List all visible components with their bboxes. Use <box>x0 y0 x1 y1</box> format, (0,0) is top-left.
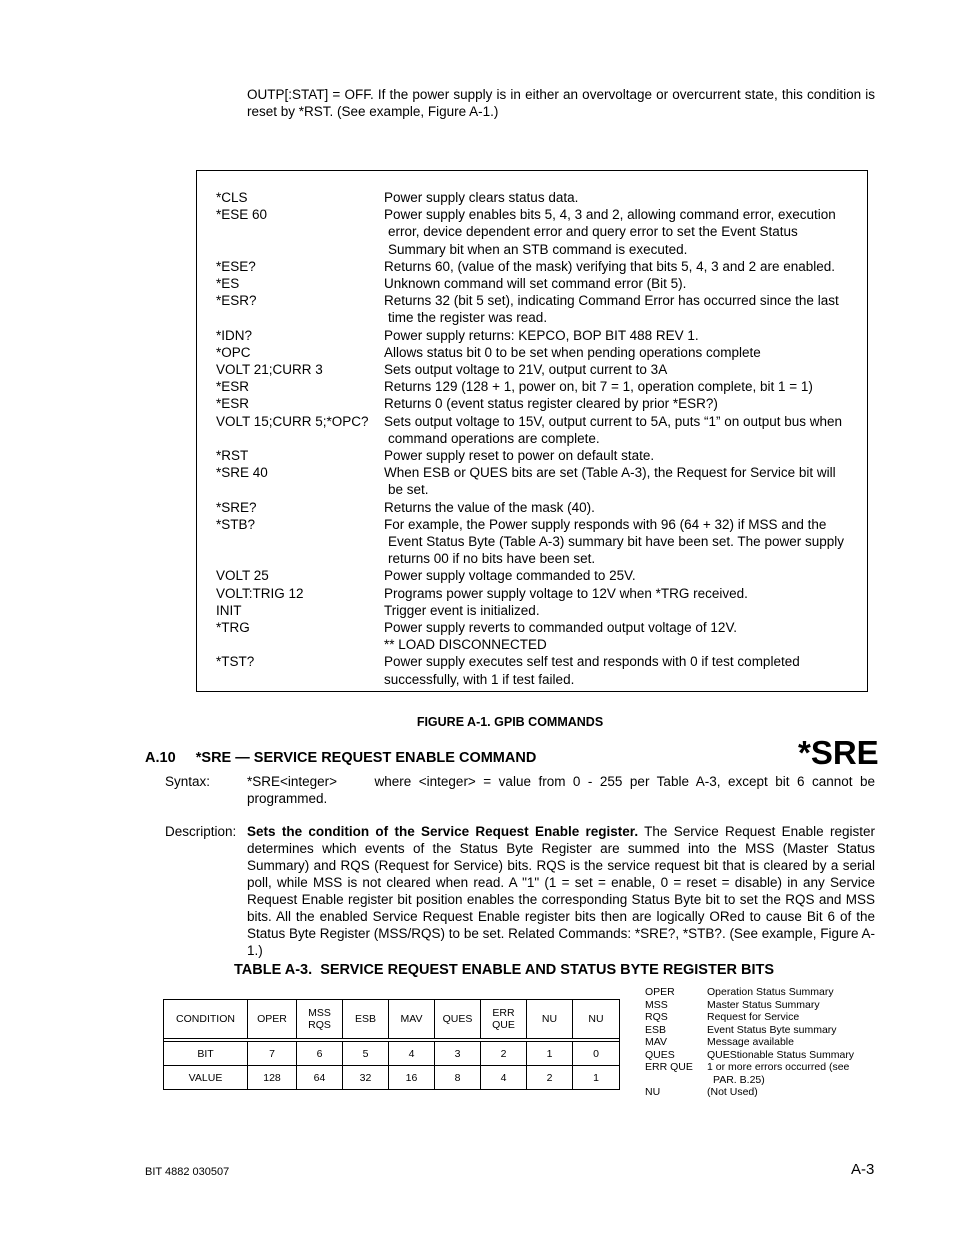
command-name: *TRG <box>216 620 250 636</box>
legend-abbreviation: RQS <box>645 1011 668 1023</box>
description-bold: Sets the condition of the Service Request Enable register. <box>247 824 639 839</box>
footer-document-id: BIT 4882 030507 <box>145 1166 230 1178</box>
description-label: Description: <box>165 824 237 839</box>
command-name: *SRE 40 <box>216 465 268 481</box>
command-description <box>384 378 864 395</box>
table-title: TABLE A-3. SERVICE REQUEST ENABLE AND STATUS BYTE REGISTER BITS <box>234 962 775 978</box>
command-name: VOLT 21;CURR 3 <box>216 362 323 378</box>
table-cell: 0 <box>573 1042 620 1066</box>
command-name: *ES <box>216 276 240 292</box>
description-line: Unknown command will set command error (Bit 5). <box>384 276 687 292</box>
command-row <box>216 327 864 344</box>
command-row <box>216 275 864 292</box>
command-name: *ESR <box>216 396 250 412</box>
command-row <box>216 378 864 395</box>
command-row <box>216 567 864 584</box>
description-line: Power supply enables bits 5, 4, 3 and 2, allowing command error, execution <box>384 207 836 223</box>
command-row <box>216 671 864 688</box>
legend-text-line: Message available <box>707 1036 794 1048</box>
description-body: The Service Request Enable register determines which events of the Status Byte Register are summed into the MSS (Master Status Summary) and RQS (Request for Service) bits. RQS is the service request bit that is cleared by a serial poll, while MSS is not cleared when read. A "1" (1 = set = enable, 0 = reset = disable) in any Service Request Enable register bit position enables the corresponding Status Byte bit to set the RQS and MSS bits. All the enabled Service Request Enable register bits then are logically ORed to cause Bit 6 of the Status Byte Register (MSS/RQS) to be set. Related Commands: *SRE?, *STB?. (See example, Figure A-1.) <box>247 824 876 958</box>
description-line: Power supply returns: KEPCO, BOP BIT 488 REV 1. <box>384 327 699 343</box>
legend-meaning <box>707 1049 854 1062</box>
command-name: *ESE 60 <box>216 207 268 223</box>
command-description <box>384 499 864 516</box>
command-name: INIT <box>216 602 242 618</box>
command-name: VOLT 15;CURR 5;*OPC? <box>216 413 369 429</box>
command-description <box>384 671 864 688</box>
legend-abbreviation: MSS <box>645 998 668 1011</box>
table-cell: 6 <box>297 1042 343 1066</box>
command-row <box>216 447 864 464</box>
command-row <box>216 344 864 361</box>
legend-meaning <box>707 1011 799 1024</box>
legend-item <box>645 1011 854 1024</box>
table-cell: 1 <box>527 1042 573 1066</box>
command-row <box>216 602 864 619</box>
command-row <box>216 516 864 568</box>
table-cell: 5 <box>343 1042 389 1066</box>
table-row <box>164 1066 620 1090</box>
command-description <box>384 327 864 344</box>
legend-meaning <box>707 999 820 1012</box>
command-name <box>216 671 384 688</box>
header-cell: MAV <box>389 1000 435 1039</box>
description-line: Power supply clears status data. <box>384 190 579 205</box>
command-description <box>384 189 864 206</box>
description-line: Power supply voltage commanded to 25V. <box>384 568 636 584</box>
syntax-command: *SRE<integer> <box>247 774 338 789</box>
table-cell: 8 <box>435 1066 481 1090</box>
legend-text-line: 1 or more errors occurred (see <box>707 1061 850 1073</box>
command-description <box>384 413 864 447</box>
table-cell: 7 <box>248 1042 297 1066</box>
command-description <box>384 585 864 602</box>
legend-item <box>645 1036 854 1049</box>
description-line: Power supply reset to power on default state. <box>384 448 655 464</box>
legend-meaning <box>707 1036 794 1049</box>
command-row <box>216 499 864 516</box>
command-name: *IDN? <box>216 327 253 343</box>
command-description <box>384 206 864 258</box>
table-cell: 128 <box>248 1066 297 1090</box>
table-cell: 16 <box>389 1066 435 1090</box>
command-row <box>216 189 864 206</box>
header-cell: ERR QUE <box>481 1000 527 1039</box>
description-text <box>247 823 875 959</box>
description-line: returns 00 if no bits have been set. <box>388 551 596 567</box>
command-description <box>384 447 864 464</box>
legend-item <box>645 1061 854 1086</box>
legend-item <box>645 999 854 1012</box>
legend-text-line: Master Status Summary <box>707 998 820 1011</box>
legend-abbreviation: ERR QUE <box>645 1061 693 1073</box>
command-name: *OPC <box>216 344 251 360</box>
description-line: Summary bit when an STB command is executed. <box>388 241 688 257</box>
command-row <box>216 619 864 636</box>
command-description <box>384 653 864 670</box>
description-line: time the register was read. <box>388 310 548 326</box>
command-description <box>384 602 864 619</box>
command-row <box>216 395 864 412</box>
command-row <box>216 361 864 378</box>
command-name: *ESR <box>216 379 250 395</box>
legend-item <box>645 1024 854 1037</box>
table-cell: 64 <box>297 1066 343 1090</box>
description-line: Returns 0 (event status register cleared by prior *ESR?) <box>384 396 718 412</box>
legend-item <box>645 986 854 999</box>
figure-caption: FIGURE A-1. GPIB COMMANDS <box>416 715 604 729</box>
table-cell: 4 <box>481 1066 527 1090</box>
legend-abbreviation: ESB <box>645 1023 667 1036</box>
command-tab-label: *SRE <box>798 734 879 771</box>
legend-item <box>645 1049 854 1062</box>
command-description <box>384 361 864 378</box>
legend-text-line: Event Status Byte summary <box>707 1023 837 1036</box>
command-description <box>384 516 864 568</box>
description-line: error, device dependent error and query error to set the Event Status <box>388 224 798 240</box>
table-cell: 3 <box>435 1042 481 1066</box>
table-cell: 2 <box>527 1066 573 1090</box>
header-cell: NU <box>527 1000 573 1039</box>
description-line: command operations are complete. <box>388 430 600 446</box>
legend-meaning <box>707 1024 837 1037</box>
command-row <box>216 636 864 653</box>
gpib-commands-figure <box>196 170 868 692</box>
command-description <box>384 292 864 326</box>
header-cell: QUES <box>435 1000 481 1039</box>
legend-abbreviation: MAV <box>645 1036 667 1048</box>
command-description <box>384 275 864 292</box>
header-cell: MSS RQS <box>297 1000 343 1039</box>
command-name: *ESR? <box>216 293 257 309</box>
description-line: Allows status bit 0 to be set when pending operations complete <box>384 344 761 360</box>
description-line: Returns 129 (128 + 1, power on, bit 7 = 1, operation complete, bit 1 = 1) <box>384 379 813 395</box>
table-cell: VALUE <box>164 1066 248 1090</box>
table-cell: 32 <box>343 1066 389 1090</box>
command-row <box>216 292 864 326</box>
table-cell: 1 <box>573 1066 620 1090</box>
command-name: *ESE? <box>216 258 256 274</box>
command-list <box>216 189 864 688</box>
description-line: Sets output voltage to 21V, output current to 3A <box>384 362 668 378</box>
description-line: be set. <box>388 482 429 498</box>
description-line: Sets output voltage to 15V, output current to 5A, puts “1” on output bus when <box>384 413 843 429</box>
table-cell: 4 <box>389 1042 435 1066</box>
description-line: successfully, with 1 if test failed. <box>384 671 575 687</box>
description-line: Power supply executes self test and responds with 0 if test completed <box>384 654 800 670</box>
command-row <box>216 258 864 275</box>
legend-text-line: QUEStionable Status Summary <box>707 1048 855 1061</box>
description-line: Power supply reverts to commanded output voltage of 12V. <box>384 620 737 636</box>
command-description <box>384 464 864 498</box>
table-header-row <box>164 1000 620 1039</box>
header-cell: NU <box>573 1000 620 1039</box>
command-description <box>384 619 864 636</box>
command-name: *TST? <box>216 654 255 670</box>
header-cell: ESB <box>343 1000 389 1039</box>
intro-paragraph: OUTP[:STAT] = OFF. If the power supply is in either an overvoltage or overcurrent state, this condition is reset by *RST. (See example, Figure A-1.) <box>247 87 875 119</box>
legend-abbreviation: QUES <box>645 1048 675 1061</box>
description-line: Programs power supply voltage to 12V when *TRG received. <box>384 585 748 601</box>
legend-text-line: PAR. B.25) <box>713 1073 765 1086</box>
command-name: *STB? <box>216 516 256 532</box>
table-row <box>164 1042 620 1066</box>
command-row <box>216 464 864 498</box>
legend-text-line: Request for Service <box>707 1011 800 1023</box>
command-name: VOLT:TRIG 12 <box>216 585 304 601</box>
legend-meaning <box>707 1086 758 1099</box>
command-row <box>216 206 864 258</box>
command-description <box>384 395 864 412</box>
register-bits-table <box>163 999 620 1090</box>
description-line: Trigger event is initialized. <box>384 602 540 618</box>
command-description <box>384 636 864 653</box>
command-name: *RST <box>216 448 249 464</box>
syntax-text <box>247 773 875 807</box>
command-name: VOLT 25 <box>216 568 269 584</box>
syntax-label: Syntax: <box>165 774 211 789</box>
description-line: Event Status Byte (Table A-3) summary bit have been set. The power supply <box>388 534 844 550</box>
description-line: ** LOAD DISCONNECTED <box>384 637 547 653</box>
legend-meaning <box>707 1061 849 1086</box>
legend-meaning <box>707 986 834 999</box>
legend-abbreviation: OPER <box>645 986 675 998</box>
description-line: Returns 32 (bit 5 set), indicating Command Error has occurred since the last <box>384 293 839 309</box>
description-line: When ESB or QUES bits are set (Table A-3), the Request for Service bit will <box>384 465 836 481</box>
command-row <box>216 653 864 670</box>
legend-text-line: Operation Status Summary <box>707 986 834 998</box>
command-name: *CLS <box>216 190 248 205</box>
description-line: Returns the value of the mask (40). <box>384 499 595 515</box>
legend-text-line: (Not Used) <box>707 1086 758 1098</box>
command-row <box>216 585 864 602</box>
header-cell: CONDITION <box>164 1000 248 1039</box>
command-description <box>384 344 864 361</box>
description-line: Returns 60, (value of the mask) verifying that bits 5, 4, 3 and 2 are enabled. <box>384 258 836 274</box>
command-name <box>216 636 384 653</box>
header-cell: OPER <box>248 1000 297 1039</box>
abbreviation-legend <box>645 986 854 1099</box>
table-cell: 2 <box>481 1042 527 1066</box>
description-line: For example, the Power supply responds with 96 (64 + 32) if MSS and the <box>384 516 827 532</box>
section-heading: A.10 *SRE — SERVICE REQUEST ENABLE COMMAND <box>145 750 537 766</box>
command-description <box>384 258 864 275</box>
command-row <box>216 413 864 447</box>
footer-page-number: A-3 <box>851 1161 875 1178</box>
command-description <box>384 567 864 584</box>
legend-abbreviation: NU <box>645 1086 661 1098</box>
syntax-description: where <integer> = value from 0 - 255 per Table A-3, except bit 6 cannot be programmed. <box>247 774 875 806</box>
legend-item <box>645 1086 854 1099</box>
command-name: *SRE? <box>216 499 257 515</box>
table-cell: BIT <box>164 1042 248 1066</box>
